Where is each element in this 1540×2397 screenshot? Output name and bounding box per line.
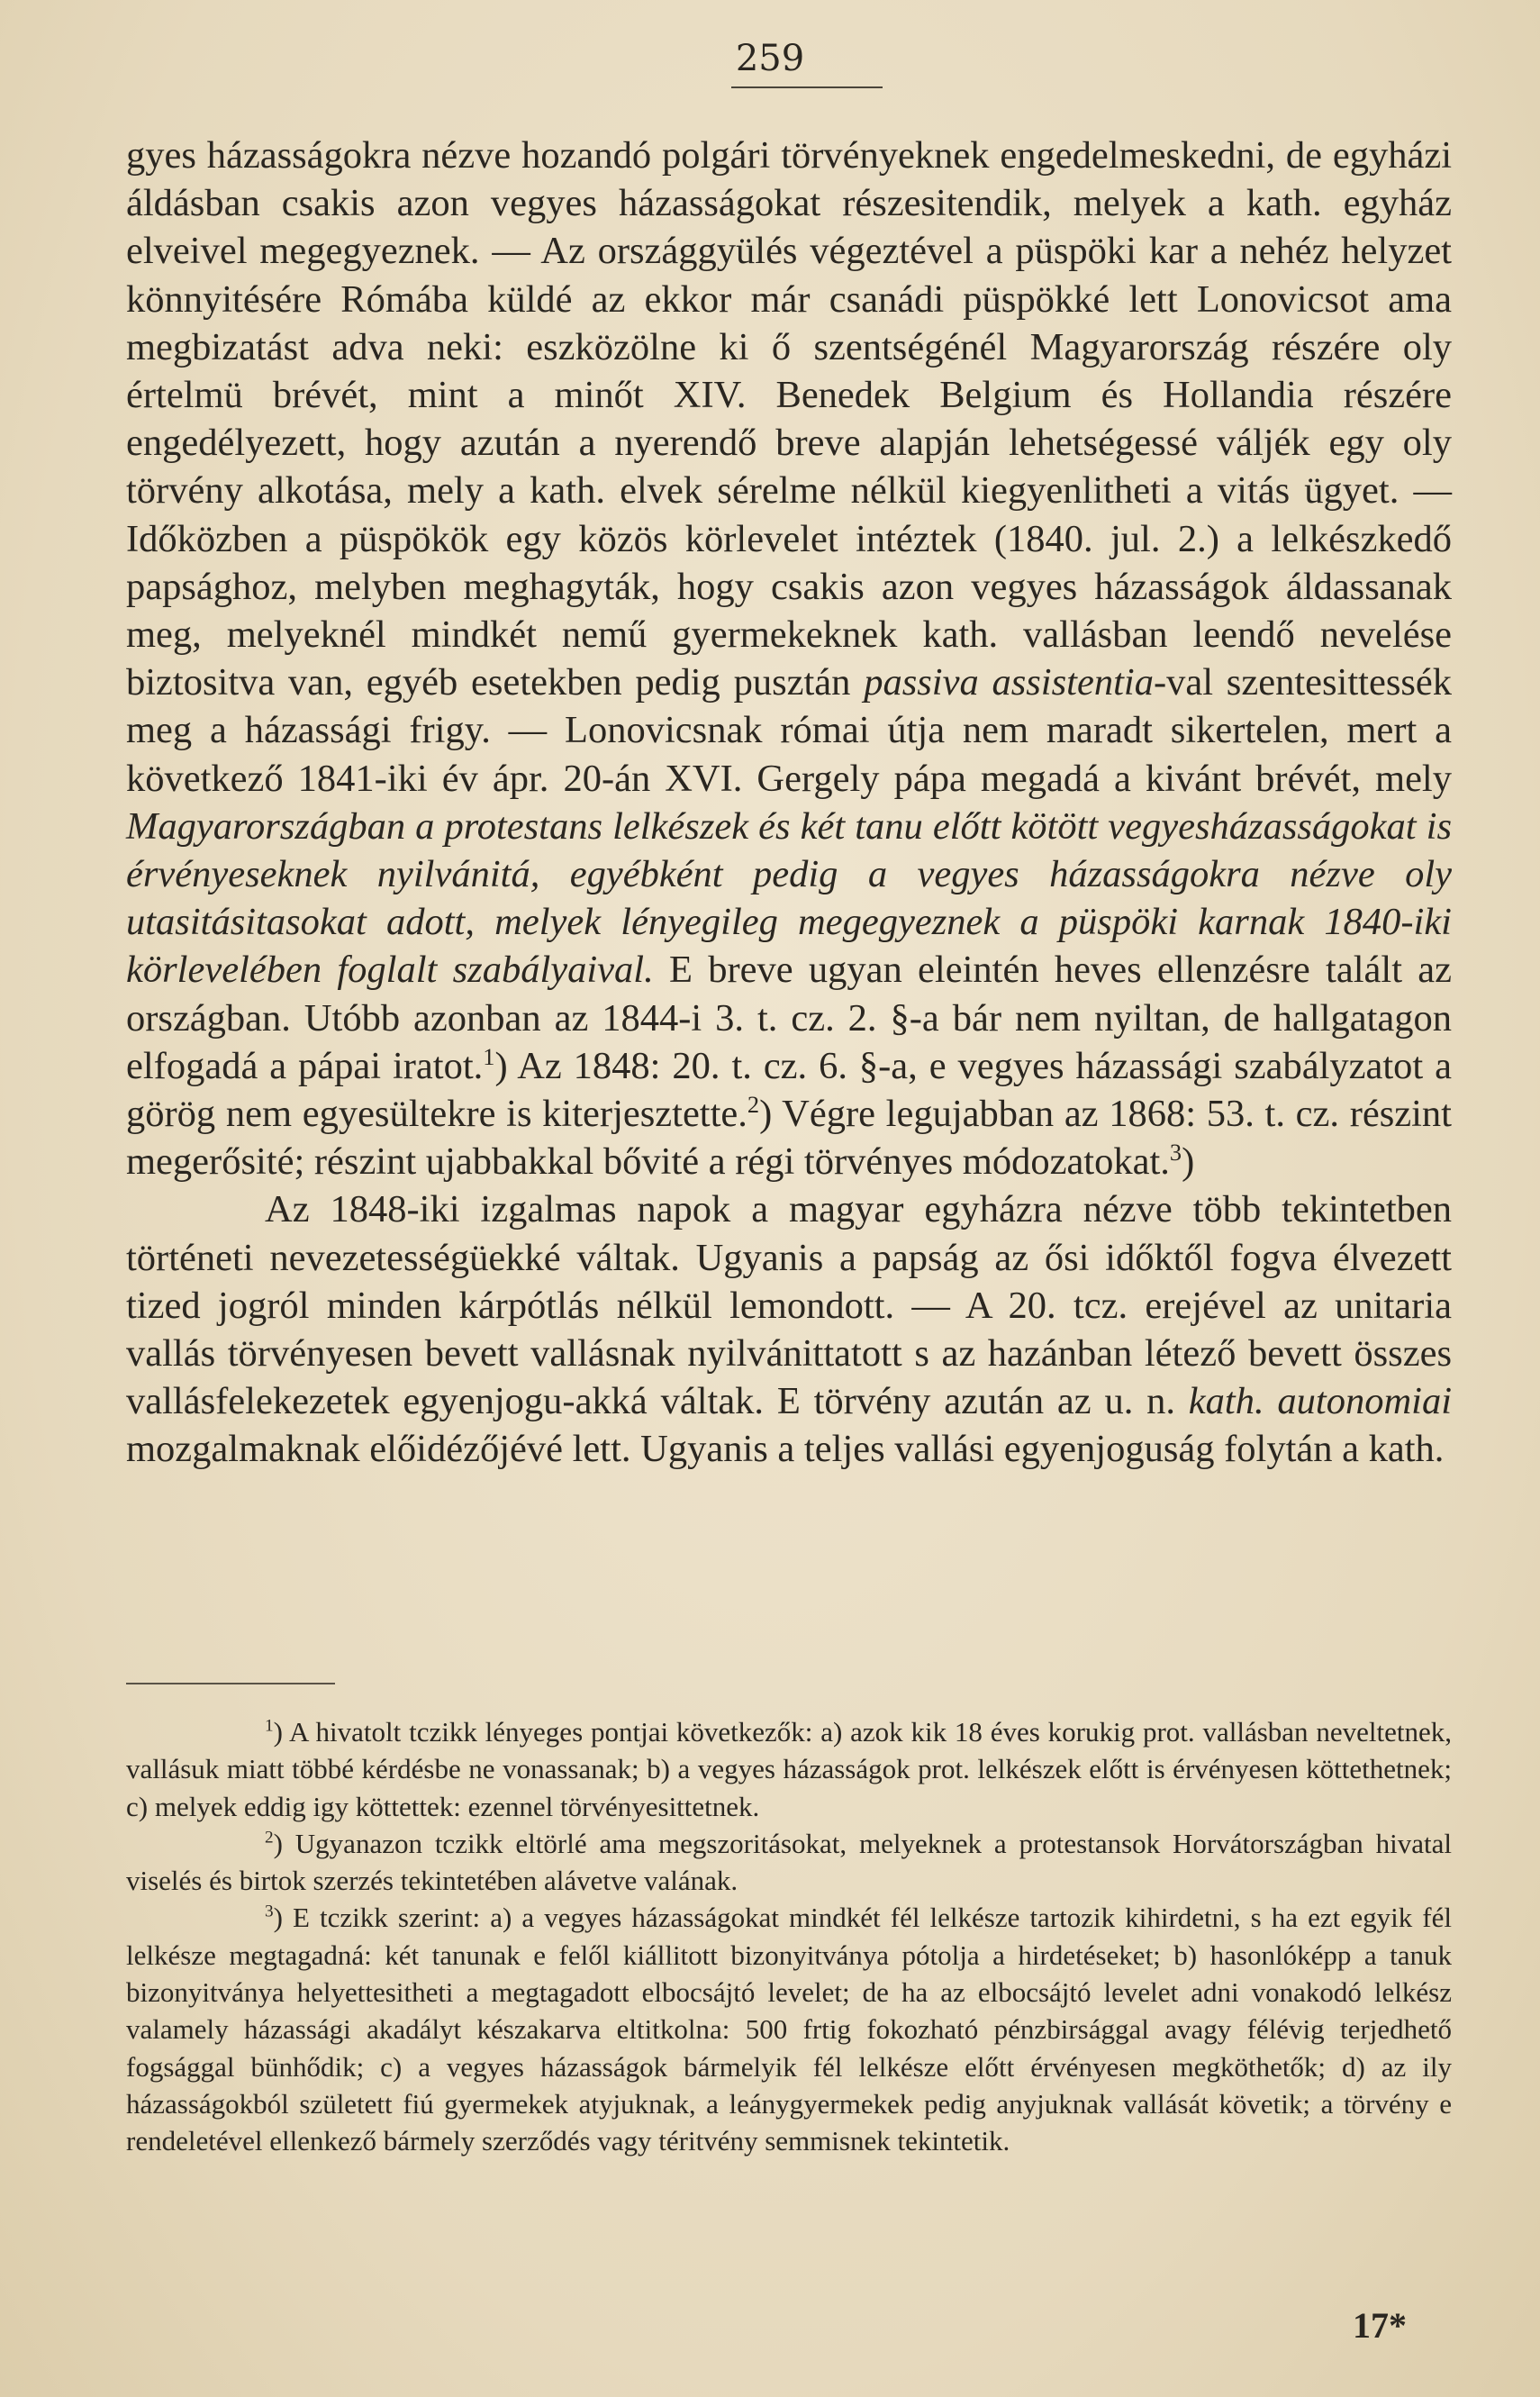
signature-mark: 17* <box>1353 2305 1407 2346</box>
footnote-mark: 2 <box>265 1828 274 1848</box>
page-number: 259 <box>735 38 805 79</box>
footnote-ref-1: 1 <box>483 1043 495 1070</box>
paragraph-1: gyes házasságokra nézve hozandó polgári törvényeknek engedelmeskedni, de egyházi áldásban csakis azon vegyes házasságokat részesitendik, melyek a kath. egyház elveivel megegyeznek. — Az országgyülés végeztével a püspöki kar a nehéz helyzet könnyitésére Rómába küldé az ekkor már csanádi püspökké lett Lonovicsot ama megbizatást adva neki: eszközölne ki ő szentségénél Magyarország részére oly értelmü brévét, mint a minőt XIV. Benedek Belgium és Hollandia részére engedélyezett, hogy azután a nyerendő breve alapján lehetségessé váljék egy oly törvény alkotása, mely a kath. elvek sérelme nélkül kiegyenlitheti a vitás ügyet. — Időközben a püspökök egy közös körlevelet intéztek (1840. jul. 2.) a lelkészkedő papsághoz, melyben meghagyták, hogy csakis azon vegyes házasságok áldassanak meg, melyeknél mindkét nemű gyermekeknek kath. vallásban leendő nevelése biztositva van, egyéb esetekben pedig pusztán passiva assistentia-val szentesittessék meg a házassági frigy. — Lonovicsnak római útja nem maradt sikertelen, mert a következő 1841-iki év ápr. 20-án XVI. Gergely pápa megadá a kivánt brévét, mely Magyarországban a protestans lelkészek és két tanu előtt kötött vegyesházasságokat is érvényeseknek nyilvánitá, egyébként pedig a vegyes házasságokra nézve oly utasitásitasokat adott, melyek lényegileg megegyeznek a püspöki karnak 1840-iki körlevelében foglalt szabályaival. E breve ugyan eleintén heves ellenzésre talált az országban. Utóbb azonban az 1844-i 3. t. cz. 2. §-a bár nem nyiltan, de hallgatagon elfogadá a pápai iratot.$^1$) Az 1848: 20. t. cz. 6. §-a, e vegyes házassági szabályzatot a görög nem egyesültekre is kiterjesztette.$^2$) Végre legujabban az 1868: 53. t. cz. részint megerősité; részint ujabbakkal bővité a régi törvényes módozatokat.$^3$) <box>126 134 1453 1184</box>
footnote-1: $^1$) A hivatolt tczikk lényeges pontjai következők: a) azok kik 18 éves korukig prot. vallásban neveltetnek, vallásuk miatt többé kérdésbe ne vonassanak; b) a vegyes házasságok prot. lelkészek előtt is érvényesen köttethetnek; c) melyek eddig igy köttettek: ezennel törvényesittetnek. <box>126 1716 1452 1822</box>
footnote-ref-3: 3 <box>1169 1139 1182 1167</box>
footnote-3: $^3$) E tczikk szerint: a) a vegyes házasságokat mindkét fél lelkésze tartozik kihirdetni, s ha ezt egyik fél lelkésze megtagadná: két tanunak e felől kiállitott bizonyitványa pótolja a hirdetéseket; b) hasonlóképp a tanuk bizonyitványa helyettesitheti a megtagadott elbocsájtó levelet; de ha az elbocsájtó levelet adni vonakodó lelkész valamely házassági akadályt készakarva eltitkolna: 500 frtig fokozható pénzbirsággal avagy félévig terjedhető fogsággal bünhődik; c) a vegyes házasságok bármelyik fél lelkésze előtt érvényesen megköthetők; d) az ily házasságokból született fiú gyermekek atyjuknak, a leánygyermekek pedig anyjuknak vallását követik; a törvény e rendeletével ellenkező bármely szerződés vagy téritvény semmisnek tekintetik. <box>126 1902 1452 2157</box>
paragraph-2: Az 1848-iki izgalmas napok a magyar egyházra nézve több tekintetben történeti nevezetességüekké váltak. Ugyanis a papság az ősi időktől fogva élvezett tized jogról minden kárpótlás nélkül lemondott. — A 20. tcz. erejével az unitaria vallás törvényesen bevett vallásnak nyilvánittatott s az hazánban létező bevett összes vallásfelekezetek egyenjogu-akká váltak. E törvény azután az u. n. kath. autonomiai mozgalmaknak előidézőjévé lett. Ugyanis a teljes vallási egyenjoguság folytán a kath. <box>126 1188 1453 1471</box>
footnote-rule <box>126 1683 335 1684</box>
main-text <box>126 132 1452 1474</box>
footnote-ref-2: 2 <box>747 1091 760 1118</box>
italic-phrase: kath. autonomiai <box>1188 1380 1453 1423</box>
footnote-mark: 1 <box>265 1716 274 1736</box>
italic-phrase: passiva assistentia <box>864 661 1154 704</box>
italic-quote: Magyarországban a protestans lelkészek és két tanu előtt kötött vegyesházasságokat is érvényeseknek nyilvánitá, egyébként pedig a vegyes házasságokra nézve oly utasitásitasokat adott, melyek lényegileg megegyeznek a püspöki karnak 1840-iki körlevelében foglalt szabályaival. <box>126 804 1452 992</box>
page-number-rule <box>731 86 883 88</box>
footnotes <box>126 1713 1452 2160</box>
footnote-2: $^2$) Ugyanazon tczikk eltörlé ama megszoritásokat, melyeknek a protestansok Horvátországban hivatal viselés és birtok szerzés tekintetében alávetve valának. <box>126 1827 1452 1897</box>
footnote-mark: 3 <box>265 1902 274 1922</box>
